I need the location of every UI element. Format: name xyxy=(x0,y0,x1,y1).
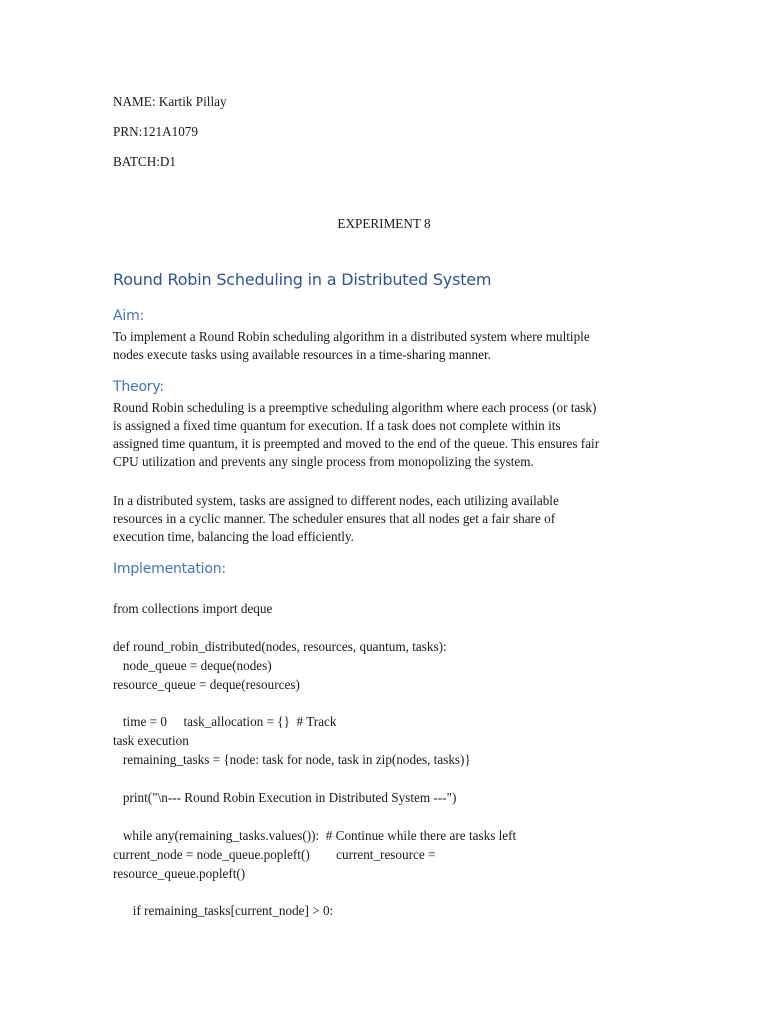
theory-line: execution time, balancing the load efficiently. xyxy=(113,529,354,544)
code-line: current_node = node_queue.popleft() current_resource = xyxy=(113,847,436,862)
aim-paragraph xyxy=(113,328,673,364)
aim-heading: Aim: xyxy=(113,308,145,324)
code-line: remaining_tasks = {node: task for node, task in zip(nodes, tasks)} xyxy=(113,752,471,767)
theory-line: Round Robin scheduling is a preemptive scheduling algorithm where each process (or task) xyxy=(113,400,597,415)
student-name: NAME: Kartik Pillay xyxy=(113,94,227,109)
student-batch: BATCH:D1 xyxy=(113,154,177,169)
code-line: from collections import deque xyxy=(113,601,273,616)
theory-line: resources in a cyclic manner. The scheduler ensures that all nodes get a fair share of xyxy=(113,511,556,526)
aim-line: nodes execute tasks using available resources in a time-sharing manner. xyxy=(113,347,491,362)
code-line: if remaining_tasks[current_node] > 0: xyxy=(113,903,334,918)
theory-paragraph-2 xyxy=(113,492,673,546)
theory-line: is assigned a fixed time quantum for execution. If a task does not complete within its xyxy=(113,418,561,433)
code-line: node_queue = deque(nodes) xyxy=(113,658,272,673)
code-line: def round_robin_distributed(nodes, resources, quantum, tasks): xyxy=(113,639,447,654)
code-line: time = 0 task_allocation = {} # Track xyxy=(113,714,337,729)
theory-heading: Theory: xyxy=(113,379,164,395)
theory-line: CPU utilization and prevents any single process from monopolizing the system. xyxy=(113,454,534,469)
code-line: resource_queue.popleft() xyxy=(113,866,246,881)
code-line: while any(remaining_tasks.values()): # Continue while there are tasks left xyxy=(113,828,517,843)
code-line: print("\n--- Round Robin Execution in Distributed System ---") xyxy=(113,790,457,805)
aim-line: To implement a Round Robin scheduling algorithm in a distributed system where multiple xyxy=(113,329,590,344)
code-line: task execution xyxy=(113,733,189,748)
code-line: resource_queue = deque(resources) xyxy=(113,677,300,692)
theory-line: In a distributed system, tasks are assigned to different nodes, each utilizing available xyxy=(113,493,559,508)
document-title: Round Robin Scheduling in a Distributed System xyxy=(113,270,492,289)
theory-line: assigned time quantum, it is preempted and moved to the end of the queue. This ensures fair xyxy=(113,436,600,451)
theory-paragraph-1 xyxy=(113,399,673,471)
student-prn: PRN:121A1079 xyxy=(113,124,198,139)
experiment-label: EXPERIMENT 8 xyxy=(337,216,431,231)
implementation-heading: Implementation: xyxy=(113,561,226,577)
